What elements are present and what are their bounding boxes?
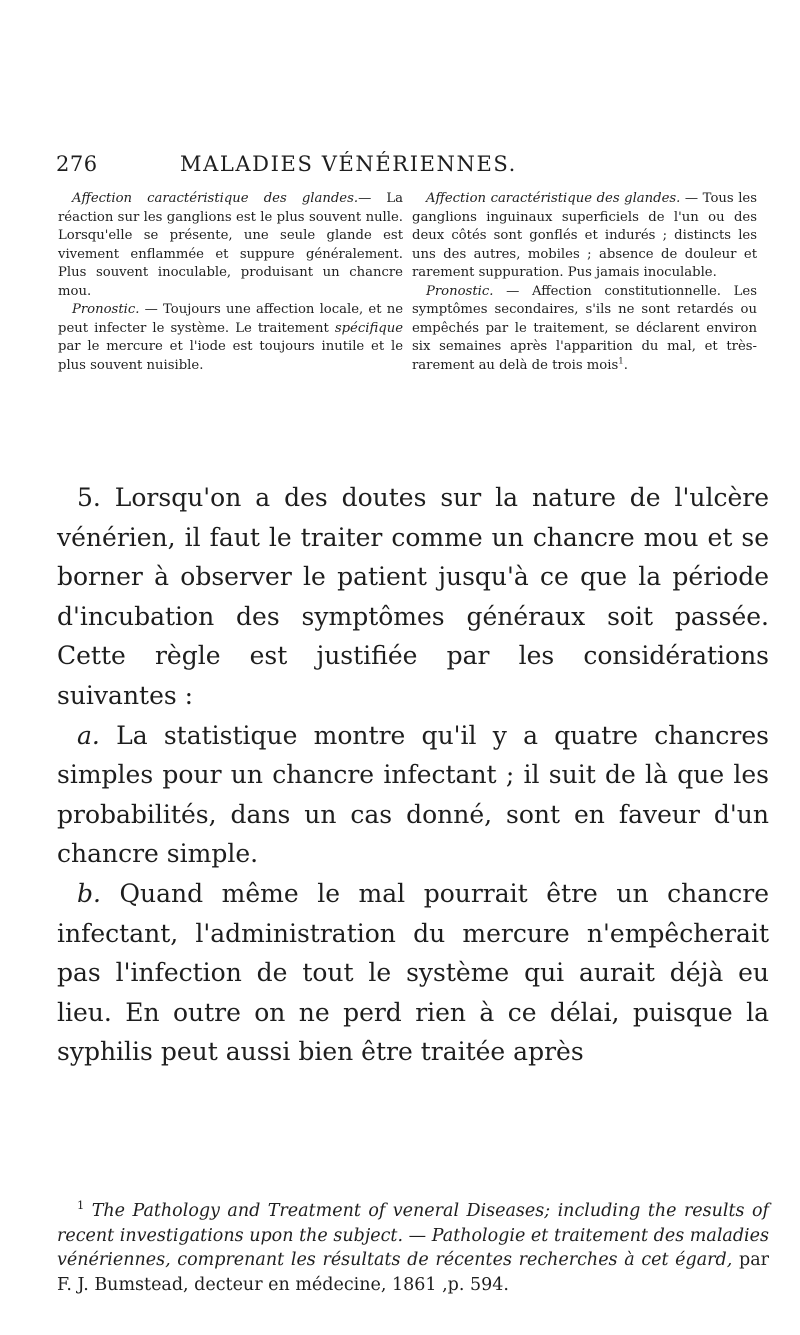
left-column-text: — La réaction sur les ganglions est le plus souvent nulle. Lorsqu'elle se présente, une seule glande est vivement enflammée et suppure généralement. Plus souvent inoculable, produisant un chancre mou. bbox=[58, 191, 403, 299]
left-specific-word: spécifique bbox=[334, 320, 403, 336]
right-column-paragraph bbox=[412, 190, 757, 283]
footnote bbox=[57, 1199, 769, 1297]
right-prognosis-text: — Affection constitutionnelle. Les symptômes secondaires, s'ils ne sont retardés ou empêchés par le traitement, se déclarent environ six semaines après l'apparition du mal, et très-rarement au delà de trois mois bbox=[412, 283, 757, 373]
left-column-paragraph bbox=[58, 190, 403, 301]
page-number: 276 bbox=[56, 152, 98, 176]
right-prognosis-end: . bbox=[623, 357, 628, 373]
left-column-heading: Affection caractéristique des glandes. bbox=[72, 191, 359, 206]
left-prognosis-label: Pronostic. bbox=[72, 302, 140, 317]
footnote-reference: 1 bbox=[618, 356, 624, 367]
footnote-dash: — bbox=[403, 1225, 432, 1246]
left-prognosis-text: — Toujours une affection locale, et ne peut infecter le système. Le traitement bbox=[58, 302, 403, 336]
right-column-prognosis bbox=[412, 283, 757, 376]
running-head: MALADIES VÉNÉRIENNES. bbox=[180, 152, 517, 176]
page-header bbox=[56, 152, 756, 182]
paragraph-5: 5. Lorsqu'on a des doutes sur la nature de l'ulcère vénérien, il faut le traiter comme un chancre mou et se borner à observer le patient jusqu'à ce que la période d'incubation des symptômes généraux soit passée. Cette règle est justifiée par les considérations suivantes : bbox=[57, 483, 769, 710]
right-column-chancre-infectant bbox=[412, 190, 757, 375]
item-b-label: b. bbox=[77, 878, 101, 908]
footnote-paragraph bbox=[57, 1199, 769, 1297]
left-column-chancre-mou bbox=[58, 190, 403, 375]
footnote-mark: 1 bbox=[77, 1198, 85, 1213]
main-text bbox=[57, 478, 769, 1072]
paragraph-b bbox=[57, 874, 769, 1072]
item-b-text: Quand même le mal pourrait être un chancre infectant, l'administration du mercure n'empêcherait pas l'infection de tout le système qui aurait déjà eu lieu. En outre on ne perd rien à ce délai, puisque la syphilis peut aussi bien être traitée après bbox=[57, 878, 769, 1067]
footnote-citation: par F. J. Bumstead, decteur en médecine, 1861 ,p. 594. bbox=[57, 1250, 769, 1295]
item-a-text: La statistique montre qu'il y a quatre chancres simples pour un chancre infectant ; il suit de là que les probabilités, dans un cas donné, sont en faveur d'un chancre simple. bbox=[57, 720, 769, 869]
footnote-french-title: Pathologie et traitement des maladies vénériennes, comprenant les résultats de récentes recherches à cet égard, bbox=[57, 1225, 769, 1270]
right-column-text: — Tous les ganglions inguinaux superficiels de l'un ou des deux côtés sont gonflés et indurés ; distincts les uns des autres, mobiles ; absence de douleur et rarement suppuration. Pus jamais inoculable. bbox=[412, 191, 757, 280]
right-prognosis-label: Pronostic. bbox=[426, 283, 494, 299]
paragraph-a bbox=[57, 716, 769, 874]
left-prognosis-tail: par le mercure et l'iode est toujours inutile et le plus souvent nuisible. bbox=[58, 339, 403, 373]
item-a-label: a. bbox=[77, 720, 100, 750]
footnote-english-title: The Pathology and Treatment of veneral Diseases; including the results of recent investigations upon the subject. bbox=[57, 1201, 769, 1246]
left-column-prognosis bbox=[58, 301, 403, 375]
right-column-heading: Affection caractéristique des glandes. bbox=[426, 191, 681, 206]
